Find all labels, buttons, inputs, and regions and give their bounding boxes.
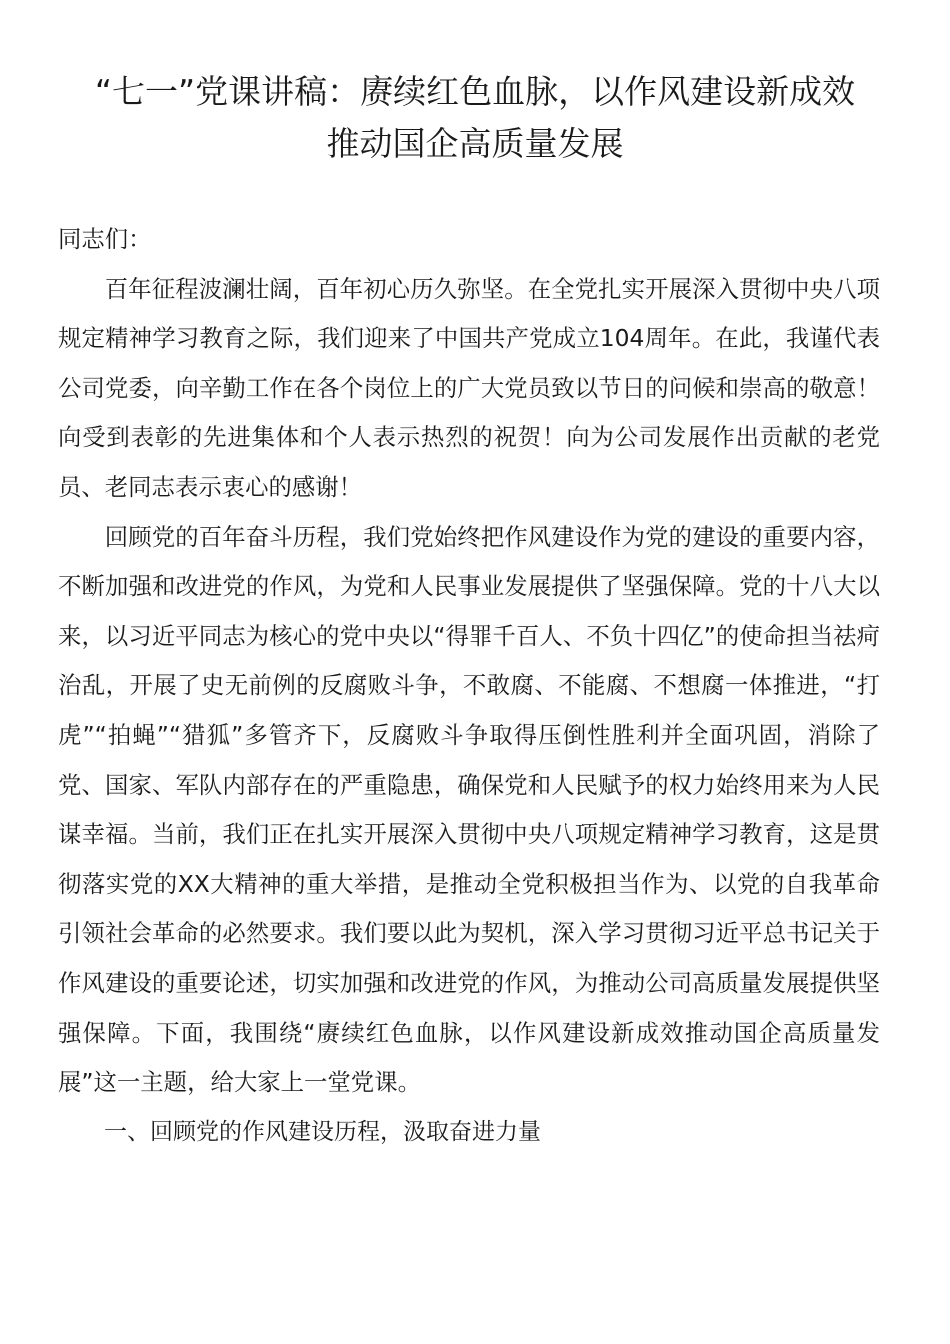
paragraph-2: 回顾党的百年奋斗历程，我们党始终把作风建设作为党的建设的重要内容，不断加强和改进党的作风，为党和人民事业发展提供了坚强保障。党的十八大以来，以习近平同志为核心的党中央以“得罪千百人、不负十四亿”的使命担当祛疴治乱，开展了史无前例的反腐败斗争，不敢腐、不能腐、不想腐一体推进，“打虎”“拍蝇”“猎狐”多管齐下，反腐败斗争取得压倒性胜利并全面巩固，消除了党、国家、军队内部存在的严重隐患，确保党和人民赋予的权力始终用来为人民谋幸福。当前，我们正在扎实开展深入贯彻中央八项规定精神学习教育，这是贯彻落实党的XX大精神的重大举措，是推动全党积极担当作为、以党的自我革命引领社会革命的必然要求。我们要以此为契机，深入学习贯彻习近平总书记关于作风建设的重要论述，切实加强和改进党的作风，为推动公司高质量发展提供坚强保障。下面，我围绕“赓续红色血脉，以作风建设新成效推动国企高质量发展”这一主题，给大家上一堂党课。 <box>58 522 880 1097</box>
title-line-2: 推动国企高质量发展 <box>326 124 624 163</box>
salutation: 同志们： <box>58 225 152 253</box>
paragraph-1: 百年征程波澜壮阔，百年初心历久弥坚。在全党扎实开展深入贯彻中央八项规定精神学习教育之际，我们迎来了中国共产党成立104周年。在此，我谨代表公司党委，向辛勤工作在各个岗位上的广大党员致以节日的问候和崇高的敬意！向受到表彰的先进集体和个人表示热烈的祝贺！向为公司发展作出贡献的老党员、老同志表示衷心的感谢！ <box>58 274 880 501</box>
document-title <box>40 66 910 170</box>
title-line-1: “七一”党课讲稿：赓续红色血脉，以作风建设新成效 <box>94 72 856 111</box>
section-heading: 一、回顾党的作风建设历程，汲取奋进力量 <box>104 1118 541 1145</box>
document-body <box>58 215 880 1157</box>
